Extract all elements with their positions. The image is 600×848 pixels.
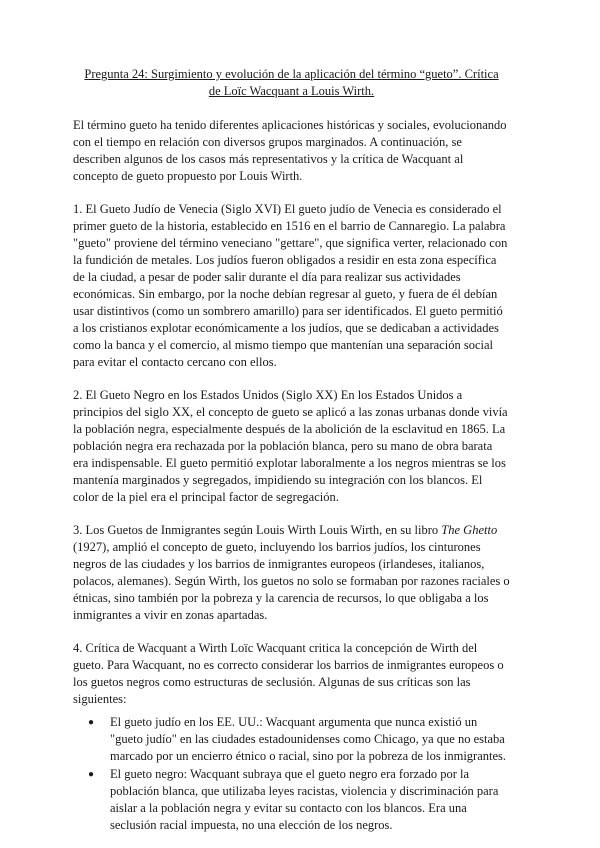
document-title: Pregunta 24: Surgimiento y evolución de la aplicación del término “gueto”. Crítica de Loïc Wacquant a Louis Wirth. [84, 67, 499, 98]
section-black-ghetto [73, 387, 510, 506]
bullet-icon: ● [88, 717, 95, 728]
section-heading: 2. El Gueto Negro en los Estados Unidos (Siglo XX) [73, 388, 338, 402]
critique-list [73, 714, 510, 834]
list-item-text: El gueto negro: Wacquant subraya que el gueto negro era forzado por la población blanca, que utilizaba leyes racistas, violencia y discriminación para aislar a la población negra y evitar su contacto con los blancos. Era una seclusión racial impuesta, no una elección de los negros. [110, 767, 499, 832]
list-item-text: El gueto judío en los EE. UU.: Wacquant argumenta que nunca existió un "gueto judío" en las ciudades estadounidenses como Chicago, ya que no estaba marcado por un encierro étnico o racial, sino por la pobreza de los inmigrantes. [110, 715, 507, 763]
section-immigrant-ghettos [73, 522, 510, 624]
section-venice [73, 201, 510, 371]
section-body-post: (1927), amplió el concepto de gueto, incluyendo los barrios judíos, los cinturones negros de las ciudades y los barrios de inmigrantes europeos (irlandeses, italianos, polacos, alemanes). Según Wirth, los guetos no solo se formaban por razones raciales o étnicas, sino también por la pobreza y la carencia de recursos, lo que obligaba a los inmigrantes a vivir en zonas apartadas. [73, 540, 510, 622]
section-body: Loïc Wacquant critica la concepción de Wirth del gueto. Para Wacquant, no es correcto considerar los barrios de inmigrantes europeos o los guetos negros como estructuras de seclusión. Algunas de sus críticas son las siguientes: [73, 641, 504, 706]
list-item [88, 766, 510, 834]
section-heading: 3. Los Guetos de Inmigrantes según Louis Wirth [73, 523, 316, 537]
section-heading: 1. El Gueto Judío de Venecia (Siglo XVI) [73, 202, 282, 216]
list-item [88, 714, 510, 765]
section-heading: 4. Crítica de Wacquant a Wirth [73, 641, 228, 655]
section-body-pre: Louis Wirth, en su libro [319, 523, 442, 537]
section-body: En los Estados Unidos a principios del siglo XX, el concepto de gueto se aplicó a las zonas urbanas donde vivía la población negra, especialmente después de la abolición de la esclavitud en 1865. La población negra era rechazada por la población blanca, pero su mano de obra barata era indispensable. El gueto permitió explotar laboralmente a los negros mientras se los mantenía marginados y segregados, impidiendo su integración con los blancos. El color de la piel era el principal factor de segregación. [73, 388, 508, 504]
section-body: El gueto judío de Venecia es considerado el primer gueto de la historia, establecido en 1516 en el barrio de Cannaregio. La palabra "gueto" proviene del término veneciano "gettare", que significa verter, relacionado con la fundición de metales. Los judíos fueron obligados a residir en esta zona específica de la ciudad, a pesar de poder salir durante el día para realizar sus actividades económicas. Sin embargo, por la noche debían regresar al gueto, y fuera de él debían usar distintivos (como un sombrero amarillo) para ser identificados. El gueto permitió a los cristianos explotar económicamente a los judíos, que se dedicaban a actividades como la banca y el comercio, al mismo tiempo que mantenían una separación social para evitar el contacto cercano con ellos. [73, 202, 508, 369]
section-wacquant-critique [73, 640, 510, 708]
book-title: The Ghetto [441, 523, 498, 537]
bullet-icon: ● [88, 769, 95, 780]
intro-paragraph: El término gueto ha tenido diferentes aplicaciones históricas y sociales, evolucionando con el tiempo en relación con diversos grupos marginados. A continuación, se describen algunos de los casos más representativos y la crítica de Wacquant al concepto de gueto propuesto por Louis Wirth. [73, 118, 507, 183]
